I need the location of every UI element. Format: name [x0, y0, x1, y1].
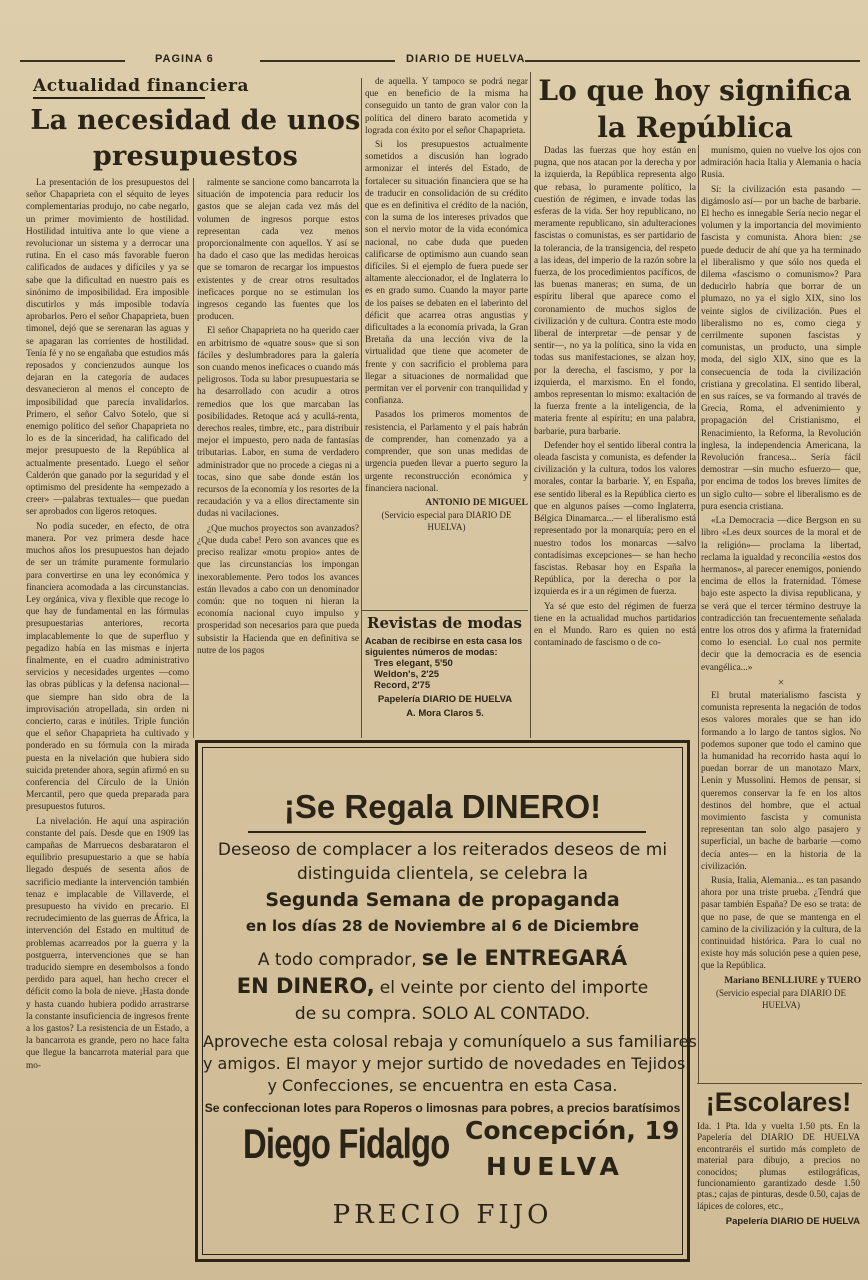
revistas-notice [362, 614, 528, 734]
header-rule [525, 60, 860, 62]
article-column-2 [197, 177, 359, 735]
article-column-5 [701, 145, 861, 1083]
ad-text: Deseoso de complacer a los reiterados deseos de mi [217, 840, 668, 860]
paragraph: munismo, quien no vuelve los ojos con admiración hacia Italia y Alemania o hacia Rusia. [701, 146, 861, 181]
escolares-shop: Papelería DIARIO DE HUELVA [725, 1216, 860, 1228]
header-rule [20, 60, 125, 62]
escolares-title: ¡Escolares! [705, 1087, 852, 1117]
ad-text: y Confecciones, se encuentra en esta Casa. [267, 1076, 618, 1095]
revistas-title: Revistas de modas [367, 614, 522, 632]
paragraph: Pasados los primeros momentos de resistencia, el Parlamento y el país habrán de comprender, han comenzado ya a comprender, que son unas medidas de urgencia pueden llevar a puerto seguro la urgente reconstrucción económica y financiera nacional. [365, 410, 528, 494]
section-title: Actualidad financiera [33, 76, 249, 96]
article-column-1 [26, 177, 189, 1280]
article-headline: La necesidad de unos presupuestos [30, 105, 361, 172]
page-number: PAGINA 6 [155, 53, 214, 65]
ad-highlight: EN DINERO, [236, 974, 375, 998]
paragraph: Rusia, Italia, Alemania... es tan pasando ahora por una triste prueba. ¿Tendrá que pasar también España? De eso se trata: de que no pase, de que se mantenga en el camino de la civilización y la cultura, de la continuidad histórica. Para lo cual no existe hoy más solución pese a quien pese, que la República. [701, 875, 861, 972]
article-headline: Lo que hoy significa la República [538, 74, 852, 144]
column-divider [698, 145, 699, 1083]
ad-offer-line [203, 974, 682, 998]
article-column-3 [365, 76, 528, 606]
ad-text: A todo comprador, [257, 950, 417, 970]
ad-text: el veinte por ciento del importe [379, 978, 649, 998]
paragraph: Defender hoy el sentido liberal contra la oleada fascista y comunista, es defender la civilización y la cultura, todos los valores morales, contar la barbarie. Y, en España, ese sentido liberal es la República cierto es que en algunos países —como Inglaterra, Bélgica Dinamarca...— el liberalismo está representado por la monarquía; pero en el nuestro todos los monarcas —salvo contadísimas excepciones— se han hecho fascistas. Rebasar hoy en España la República, por la derecha o por la izquierda es ir a un régimen de fuerza. [534, 440, 696, 598]
author-signature: Mariano BENLLIURE y TUERO [724, 975, 861, 986]
ad-rule [248, 831, 646, 833]
separator-mark: × [777, 674, 785, 689]
newspaper-name: DIARIO DE HUELVA [406, 53, 526, 65]
paragraph: Si los presupuestos actualmente sometidos a discusión han logrado armonizar el interés del Estado, de fortalecer su situación financiera que se ha de traducir en consolidación de su crédito que es en definitiva el crédito de la nación, con la suma de los intereses privados que son el nervio motor de la vida económica nacional, no cabe duda que pueden calificarse de optimismo aun cuando sean difíciles. Si el ejemplo de fuera puede ser altamente aleccionador, el de Inglaterra lo es en grado sumo. Cuando la mayor parte de los países se debaten en el laberinto del déficit que acarrea otras angustias y dificultades a la economía privada, la Gran Bretaña da una lección viva de la virtualidad que tiene que acometer de frente y con sacrificio el problema para llegar a situaciones de normalidad que permitan ver el porvenir con tranquilidad y confianza. [365, 140, 528, 407]
revistas-intro: Acaban de recibirse en esta casa los siguientes números de modas: [365, 636, 523, 657]
header-rule [260, 60, 395, 62]
article-credit: (Servicio especial para DIARIO DE HUELVA) [381, 510, 512, 533]
revistas-item: Tres elegant, 5'50 [374, 658, 453, 669]
store-city: HUELVA [486, 1152, 624, 1181]
paragraph: ¿Que muchos proyectos son avanzados? ¿Que duda cabe! Pero son avances que es preciso realizar «motu propio» antes de que las circunstancias los impongan inexorablemente. Pero todos los avances están llevados a cabo con un denominador común: que no toquen ni hieran la economía nacional cuyo impulso y prosperidad son necesarios para que pueda subsistir la Hacienda que en definitiva se nutre de los pagos [197, 523, 359, 656]
paragraph: El señor Chapaprieta no ha querido caer en arbitrismo de «quatre sous» que si son fáciles y deslumbradores para la galería son cuando menos ineficaces o cuando más peligrosos. Toda su labor presupuestaria se ha desarrollado con acudir a otros remedios que los que marcaban las posibilidades. Retoque acá y acullá-renta, derechos reales, timbre, etc., para distribuir mejor el impuesto, pero nada de fantasías tributarias. Labor, en suma de verdadero administrador que no procede a ciegas ni a tocas, sino que sabe donde están los recursos de la economía y los resortes de la recaudación y va a ellos directamente sin dudas ni vacilaciones. [197, 326, 359, 520]
article-column-4 [534, 145, 696, 735]
box-divider [697, 1083, 862, 1084]
ad-text: Aproveche esta colosal rebaja y comuníquelo a sus familiares [203, 1032, 697, 1051]
ad-text: y amigos. El mayor y mejor surtido de novedades en Tejidos [203, 1054, 686, 1073]
store-address: Concepción, 19 [465, 1116, 680, 1145]
ad-highlight: Segunda Semana de propaganda [265, 889, 620, 911]
paragraph: El brutal materialismo fascista y comunista representa la negación de todos esos valores morales que se han ido formando a lo largo de tantos siglos. No podemos suponer que todo el camino que la humanidad ha recorrido hasta aquí lo puedan borrar de un manotazo Marx, Lenin y Mussolini. Hemos de pensar, si queremos conservar la fe en los altos destinos del hombre, que el actual movimiento fascista y comunista representan tan solo algo pasajero y superficial, un bache de barbarie —como decía antes— en la historia de la civilización. [701, 690, 861, 872]
revistas-shop: Papelería DIARIO DE HUELVA [377, 694, 513, 705]
ad-title: ¡Se Regala DINERO! [283, 788, 602, 825]
page-header [20, 48, 860, 72]
ad-dates: en los días 28 de Noviembre al 6 de Diciembre [245, 917, 640, 935]
paragraph: Sí: la civilización esta pasando —digámoslo así— por un bache de barbarie. El hecho es innegable Sería necio negar el volumen y la importancia del movimiento fascista y comunista. Ahora bien: ¿se puede deducir de ahí que ya ha terminado el liberalismo y que sólo nos queda el dilema «fascismo o comunismo»? Para deducirlo habría que borrar de un plumazo, no ya el siglo XIX, sino los veinte siglos de civilización. Pues el liberalismo no es, como ciega y cerrilmente suponen fascistas y comunistas, un producto, una simple moda, del siglo XIX, sino que es la consecuencia de toda la civilización cristiana y grecolatina. El sentido liberal, en sus raíces, se va formando al través de Grecia, Roma, el advenimiento y propagación del Cristianismo, el Renacimiento, la Reforma, la Revolución inglesa, la independencia Americana, la Revolución francesa... Sería fácil demostrar —sin mucho esfuerzo— que, por encima de todos los breves límites de un siglo culto— sobre el liberalismo es de pura esencia cristiana. [701, 184, 861, 512]
paragraph: de aquella. Y tampoco se podrá negar que en beneficio de la misma ha conseguido un tanto de gran valor con la política del dinero barato acometida y lograda con éxito por el señor Chapaprieta. [365, 77, 528, 136]
box-divider [362, 610, 528, 611]
revistas-item: Weldon's, 2'25 [374, 669, 440, 680]
paragraph: ralmente se sancione como bancarrota la situación de impotencia para reducir los gastos que se alejan cada vez más del volumen de ingresos porque estos representan cada vez menos proporcionalmente con aquellos. Y así se ha dado el caso que las medidas heroicas que se tomaron de recargar los impuestos existentes y de crear otros resultados ineficaces porque no se estimulan los ingresos cegando las fuentes que los producen. [197, 178, 359, 323]
store-name: Diego Fidalgo [243, 1120, 450, 1167]
ad-offer-line [203, 946, 682, 970]
revistas-address: A. Mora Claros 5. [406, 708, 484, 719]
ad-text: de su compra. SOLO AL CONTADO. [294, 1004, 591, 1024]
ad-highlight: se le ENTREGARÁ [421, 946, 628, 970]
ad-text: distinguida clientela, se celebra la [297, 864, 588, 884]
ad-inner-border [202, 747, 697, 1255]
author-signature: ANTONIO DE MIGUEL [425, 497, 528, 508]
paragraph: La nivelación. He aquí una aspiración constante del país. Desde que en 1909 las campañas de Marruecos desbarataron el equilibrio presupuestario a que se había llegado después de sesenta años de sacrificio mediante la intervención también tenaz e implacable de Villaverde, el presupuesto ha vivido en precario. El recrudecimiento de las guerras de África, la intervención del Estado en multitud de problemas acarreados por la guerra y la postguerra, intervenciones que se han traducido siempre en desembolsos a fondo perdido para aquel, han hecho crecer el déficit como la bola de nieve. ¡Hasta donde y hasta cuando hubiera podido arrastrarse la constante insuficiencia de ingresos frente a los gastos? La resistencia de un Estado, a la bancarrota es grande, pero no hace falta que llegue la bancarrota material para que mo- [26, 816, 189, 1071]
escolares-body: Ida. 1 Pta. Ida y vuelta 1.50 pts. En la Papelería del DIARIO DE HUELVA encontraréis el surtido más completo de material para dibujo, a precios no conocidos; plumas estilográficas, funcionamiento garantizado desde 1.50 ptas.; cajas de pinturas, desde 0.50, cajas de lápices de colores, etc., [697, 1122, 860, 1212]
paragraph: Ya sé que esto del régimen de fuerza tiene en la actualidad muchos partidarios en el Mundo. Raro es quien no está contaminado de fascismo o de co- [534, 601, 696, 649]
column-divider [530, 72, 531, 738]
escolares-notice [697, 1087, 860, 1267]
paragraph: La presentación de los presupuestos del señor Chapaprieta con el séquito de leyes complementarias produjo, no cabe negarlo, un primer movimiento de hostilidad. Hostilidad intuitiva ante lo que viene a revolucionar un sistema y a derrocar una rutina. En el caso más favorable fueron calificados de audaces y difíciles y ya se sabe que la dificultad en nuestro país es sinónimo de imposibilidad. Era imposible discutirlos y más imposible todavía aprobarlos. Pero el señor Chapaprieta, buen timonel, dejó que se serenaran las aguas y se apagaran las corrientes de hostilidad. Tenía fé y no se engañaba que estudios más reposados y concienzudos aunque los dejaran en la categoría de audaces desvanecieron al menos el concepto de imposibilidad que parecía invalidarlos. Primero, el señor Calvo Sotelo, que si enemigo político del señor Chapaprieta no lo es de la sinceridad, ha calificado del mejor presupuesto de la República al actualmente presentado. Luego el señor Calderón que ganado por la seguridad y el optimismo del presidente ha «empezado a creer» —palabras textuales— que puedan ser aprobados con ligeros retoques. [26, 178, 189, 518]
paragraph: Dadas las fuerzas que hoy están en pugna, que nos atacan por la derecha y por la izquierda, la República representa algo que rebasa, lo puramente político, la cuestión de régimen, e invade todas las esferas de la vida. Ser hoy republicano, no meramente republicano, sin adulteraciones fascistas o comunistas, es ser partidario de la tolerancia, de la transigencia, del respeto a las ideas, del imperio de la razón sobre la fuerza, de los procedimientos pacíficos, de las buenas maneras; en suma, de un espíritu liberal que aparece como el coronamiento de muchos siglos de civilización y de cultura. Contra este modo liberal de interpretar —de pensar y de sentir—, no ya la política, sino la vida en todas sus manifestaciones, se alzan hoy, por la derecha, el fascismo, y por la izquierda, el marxismo. En el fondo, ambos representan lo mismo: exaltación de la fuerza frente a la inteligencia, de la materia frente al espíritu; en una palabra, barbarie, pura barbarie. [534, 146, 696, 437]
paragraph: «La Democracia —dice Bergson en su libro «Les deux sources de la moral et de la religión»— proclama la libertad, reclama la igualdad y reconcilia «estos dos hermanos», al parecer enemigos, poniendo encima de ellos la fraternidad. Tómese bajo este aspecto la divisa republicana, y se verá que el tercer término destruye la contradicción tan frecuentemente señalada entre los otros dos y afirma la fraternidad como lo esencial. Lo cual nos permite decir que la democracia es de esencia evangélica...» [701, 516, 861, 673]
column-divider [193, 178, 194, 738]
article-credit: (Servicio especial para DIARIO DE HUELVA) [716, 987, 846, 1011]
ad-footnote: Se confeccionan lotes para Roperos o limosnas para pobres, a precios baratísimos [204, 1101, 681, 1115]
diego-fidalgo-advertisement [195, 740, 697, 1262]
paragraph: No podía suceder, en efecto, de otra manera. Por vez primera desde hace muchos años los presupuestos han dejado de ser un trámite puramente formulario para convertirse en una ley económica y financiera acomodada a las circunstancias. Ley orgánica, viva y flexible que recoge lo que hay de fundamental en las fórmulas presupuestarias anteriores, recorta implacablemente lo que de superfluo y pegadizo había en las mismas e injerta finalmente, en el cuadro administrativo servicios y necesidades urgentes —como las obras públicas y la defensa nacional— que siempre han sido obra de la improvisación atropellada, sin orden ni concierto, caras e inútiles. Triple función que el señor Chapaprieta ha cultivado y ponderado en su fórmula con la mirada puesta en la nivelación que hubiera sido suicida pretender ahora, según afirmó en su conferencia del Círculo de la Unión Mercantil, pero que queda preparada para presupuestos futuros. [26, 521, 189, 813]
fixed-price-label: PRECIO FIJO [332, 1200, 553, 1230]
section-rule [33, 97, 205, 99]
revistas-item: Record, 2'75 [374, 680, 431, 691]
